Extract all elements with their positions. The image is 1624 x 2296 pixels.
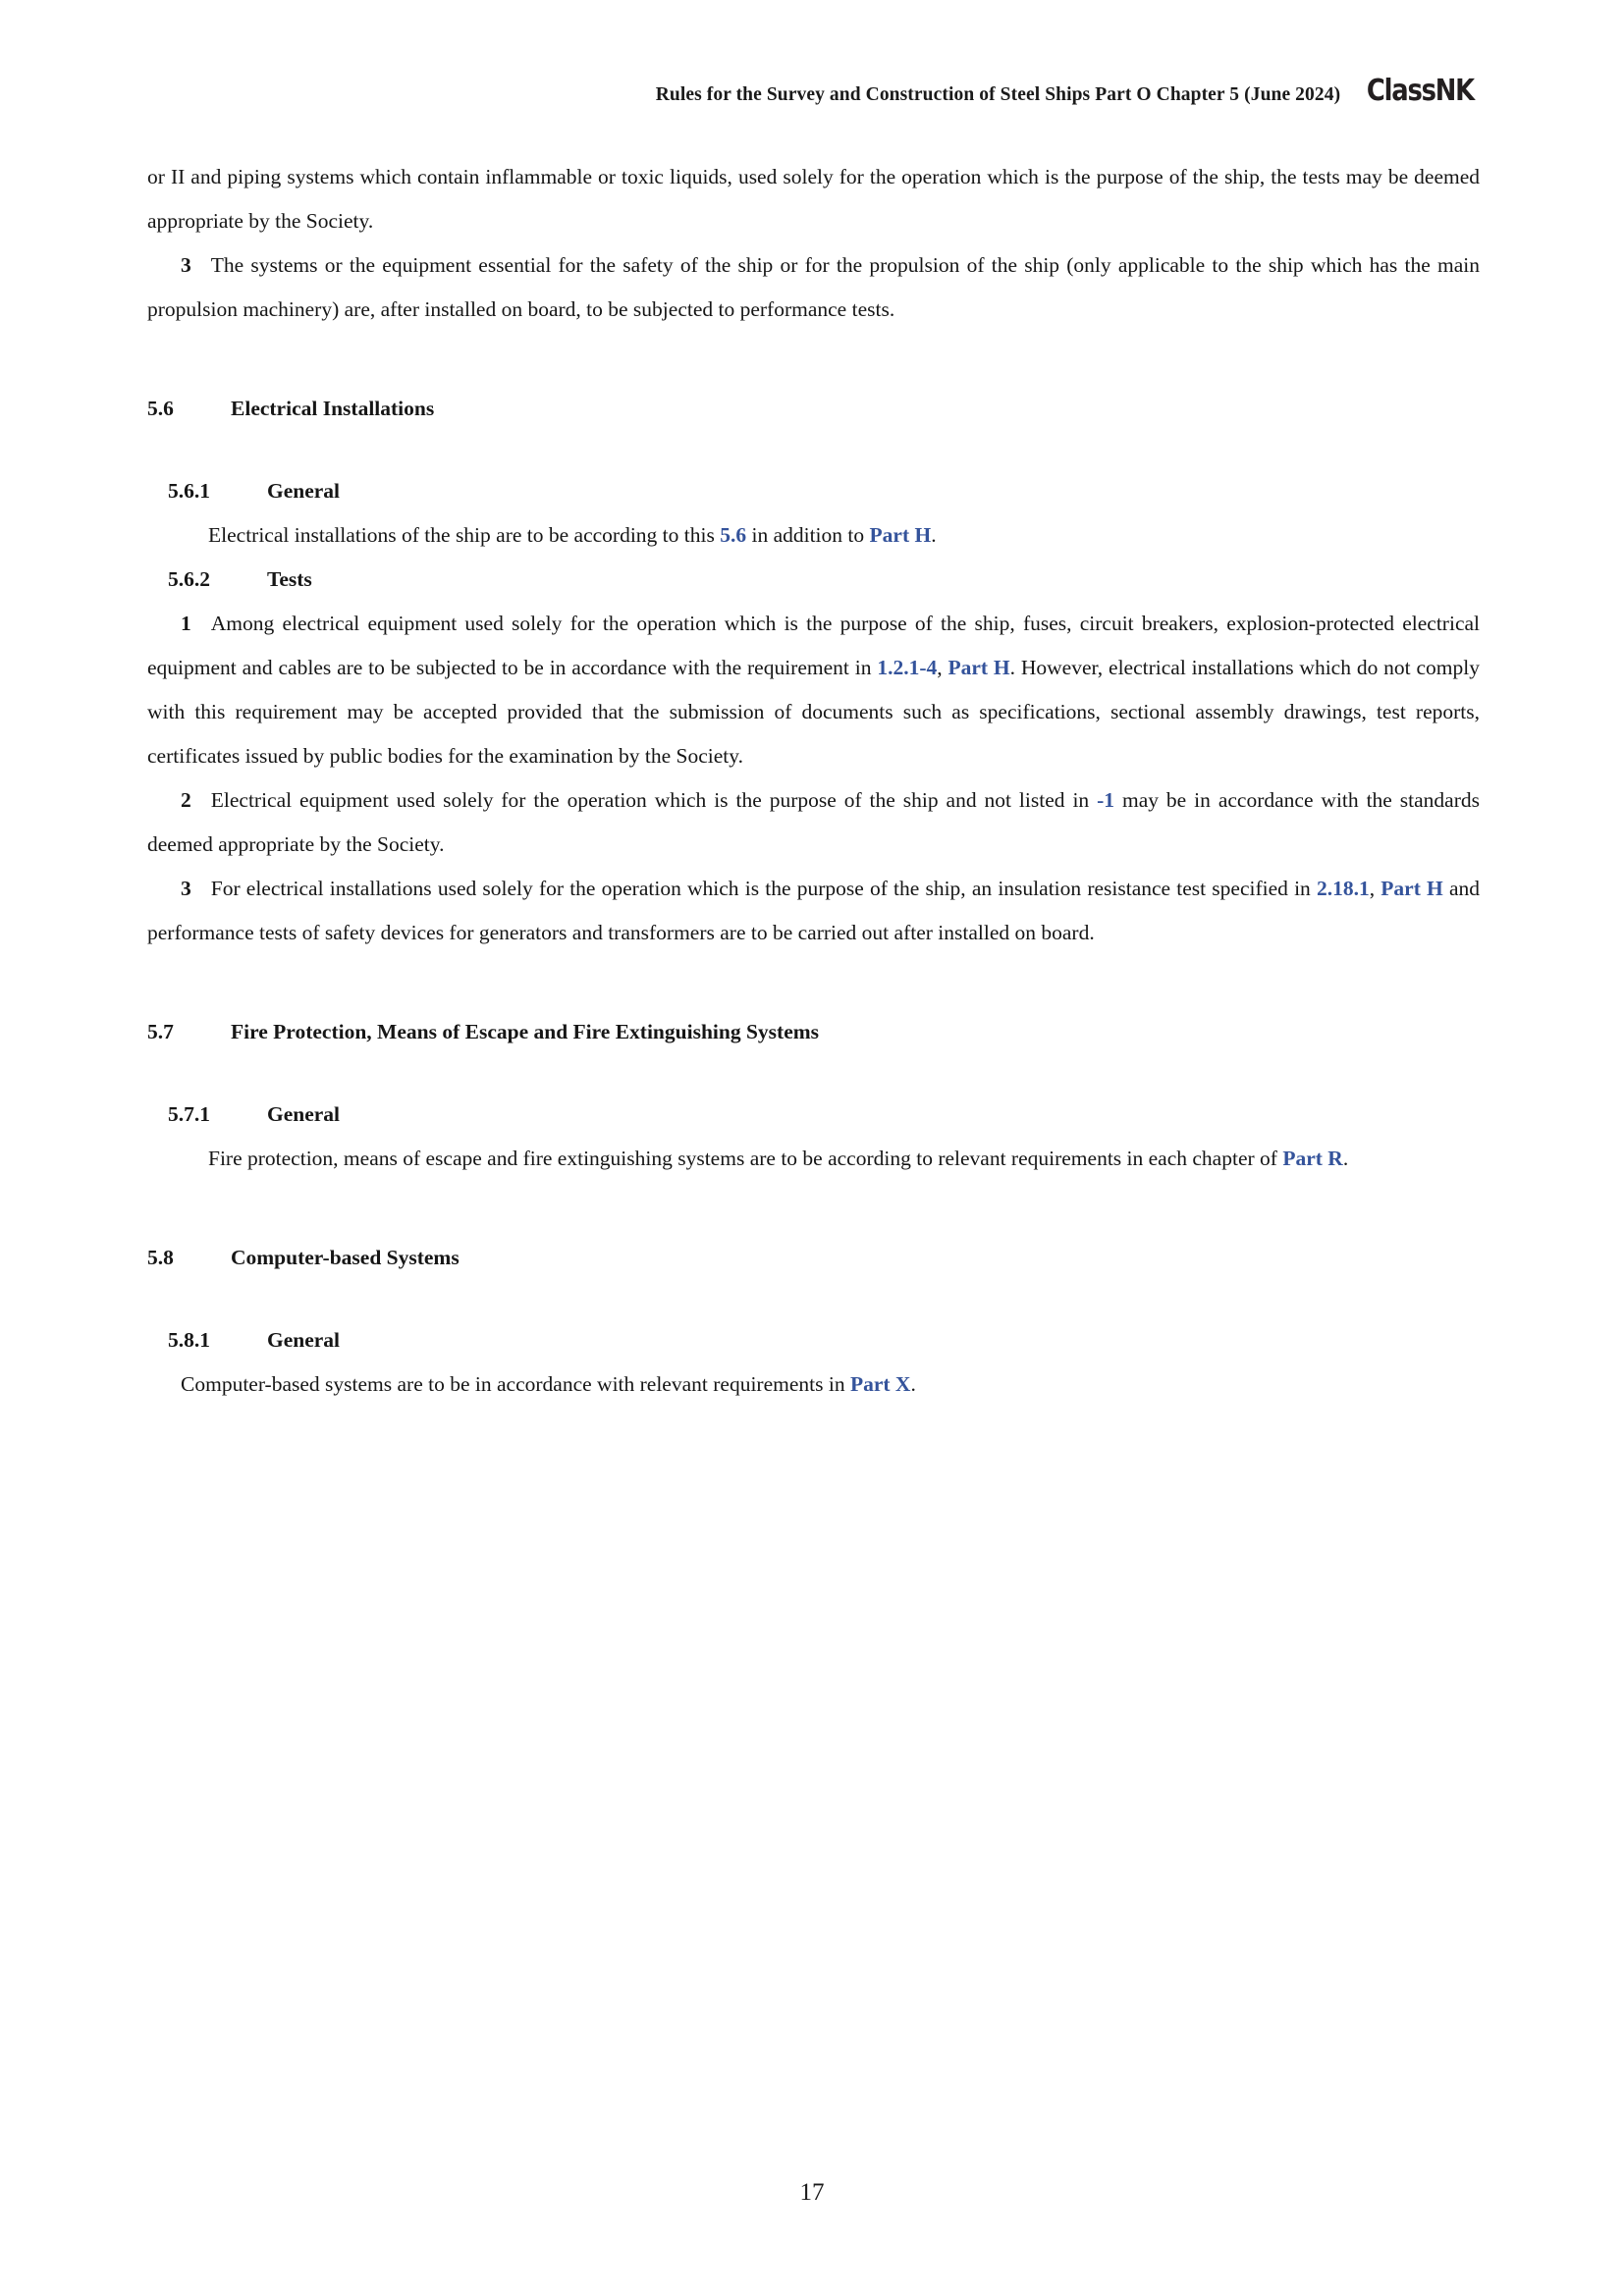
spacer bbox=[147, 955, 1480, 1010]
paragraph-5-6-2-3 bbox=[147, 867, 1480, 955]
cross-ref-part-r[interactable]: Part R bbox=[1282, 1147, 1343, 1170]
paragraph-5-8-1 bbox=[147, 1362, 1480, 1407]
cross-ref-part-h[interactable]: Part H bbox=[869, 523, 932, 547]
heading-5-7 bbox=[147, 1010, 1480, 1054]
spacer bbox=[147, 1054, 1480, 1093]
paragraph-text-b: . bbox=[910, 1372, 916, 1396]
paragraph-text-a: Among electrical equipment used solely for the operation which is the purpose of the ship, fuses, circuit breakers, explosion-protected electrical equipment and cables are to be subjected to be in accordance with the requirement in bbox=[147, 612, 1480, 679]
paragraph-text-b: in addition to bbox=[746, 523, 870, 547]
spacer bbox=[147, 431, 1480, 469]
paragraph-text-a: For electrical installations used solely for the operation which is the purpose of the ship, an insulation resistance test specified in bbox=[210, 877, 1317, 900]
paragraph-5-7-1 bbox=[147, 1137, 1480, 1181]
heading-5-8-1-title: General bbox=[267, 1328, 341, 1352]
heading-5-8 bbox=[147, 1236, 1480, 1280]
cross-ref-part-h[interactable]: Part H bbox=[1380, 877, 1443, 900]
spacer bbox=[147, 1181, 1480, 1236]
heading-5-7-1 bbox=[147, 1093, 1480, 1137]
paragraph-5-6-1 bbox=[147, 513, 1480, 558]
paragraph-number: 3 bbox=[181, 877, 191, 900]
heading-5-6-2-title: Tests bbox=[267, 567, 312, 591]
paragraph-text-c: and performance tests of safety devices for generators and transformers are to be carried out after installed on board. bbox=[147, 877, 1481, 944]
paragraph-continuation: or II and piping systems which contain inflammable or toxic liquids, used solely for the operation which is the purpose of the ship, the tests may be deemed appropriate by the Society. bbox=[147, 165, 1480, 233]
heading-5-7-title: Fire Protection, Means of Escape and Fire Extinguishing Systems bbox=[231, 1020, 820, 1043]
page-footer bbox=[0, 2179, 1624, 2207]
heading-5-6 bbox=[147, 387, 1480, 431]
cross-ref-2-18-1[interactable]: 2.18.1 bbox=[1316, 877, 1370, 900]
paragraph-number: 3 bbox=[181, 253, 191, 277]
heading-5-6-title: Electrical Installations bbox=[231, 397, 435, 420]
heading-5-8-1-number: 5.8.1 bbox=[168, 1328, 210, 1352]
heading-5-6-1-title: General bbox=[267, 479, 341, 503]
paragraph-text-a: Electrical equipment used solely for the operation which is the purpose of the ship and not listed in bbox=[210, 788, 1098, 812]
cross-ref-minus-1[interactable]: -1 bbox=[1097, 788, 1115, 812]
classnk-logo: ClassNK bbox=[1367, 74, 1475, 108]
paragraph-number: 1 bbox=[181, 612, 191, 635]
paragraph-text: The systems or the equipment essential for the safety of the ship or for the propulsion of the ship (only applicable to the ship which has the main propulsion machinery) are, after installed on board, to be subjected to performance tests. bbox=[147, 253, 1480, 321]
cross-ref-5-6[interactable]: 5.6 bbox=[720, 523, 747, 547]
paragraph-text-b: . bbox=[1342, 1147, 1349, 1170]
paragraph-text-c: . However, electrical installations which do not comply with this requirement may be accepted provided that the submission of documents such as specifications, sectional assembly drawings, test reports, certificates issued by public bodies for the examination by the Society. bbox=[147, 656, 1481, 768]
heading-5-7-1-title: General bbox=[267, 1102, 341, 1126]
paragraph-5-6-2-2 bbox=[147, 778, 1480, 867]
heading-5-6-number: 5.6 bbox=[147, 397, 174, 420]
paragraph-text-b: may be in accordance with the standards deemed appropriate by the Society. bbox=[147, 788, 1480, 856]
paragraph-number: 2 bbox=[181, 788, 191, 812]
paragraph-text-b: , bbox=[937, 656, 948, 679]
paragraph-text-a: Fire protection, means of escape and fire extinguishing systems are to be according to relevant requirements in each chapter of bbox=[208, 1147, 1283, 1170]
heading-5-6-1 bbox=[147, 469, 1480, 513]
heading-5-6-1-number: 5.6.1 bbox=[168, 479, 210, 503]
spacer bbox=[147, 1280, 1480, 1318]
cross-ref-part-h[interactable]: Part H bbox=[947, 656, 1010, 679]
paragraph-text-a: Computer-based systems are to be in accordance with relevant requirements in bbox=[181, 1372, 850, 1396]
cross-ref-part-x[interactable]: Part X bbox=[849, 1372, 911, 1396]
heading-5-8-title: Computer-based Systems bbox=[231, 1246, 460, 1269]
paragraph-5-6-2-1 bbox=[147, 602, 1480, 778]
heading-5-8-number: 5.8 bbox=[147, 1246, 174, 1269]
heading-5-6-2-number: 5.6.2 bbox=[168, 567, 210, 591]
document-body bbox=[147, 155, 1480, 1407]
header-title: Rules for the Survey and Construction of Steel Ships Part O Chapter 5 (June 2024) bbox=[655, 84, 1341, 105]
paragraph-5-5-3 bbox=[147, 243, 1480, 332]
page-number: 17 bbox=[799, 2179, 825, 2206]
heading-5-6-2 bbox=[147, 558, 1480, 602]
page-header bbox=[147, 74, 1483, 108]
spacer bbox=[147, 332, 1480, 387]
paragraph-text-a: Electrical installations of the ship are to be according to this bbox=[208, 523, 721, 547]
cross-ref-1-2-1-4[interactable]: 1.2.1-4 bbox=[877, 656, 938, 679]
paragraph-text-c: . bbox=[931, 523, 937, 547]
heading-5-8-1 bbox=[147, 1318, 1480, 1362]
heading-5-7-number: 5.7 bbox=[147, 1020, 174, 1043]
heading-5-7-1-number: 5.7.1 bbox=[168, 1102, 210, 1126]
paragraph-text-b: , bbox=[1369, 877, 1381, 900]
